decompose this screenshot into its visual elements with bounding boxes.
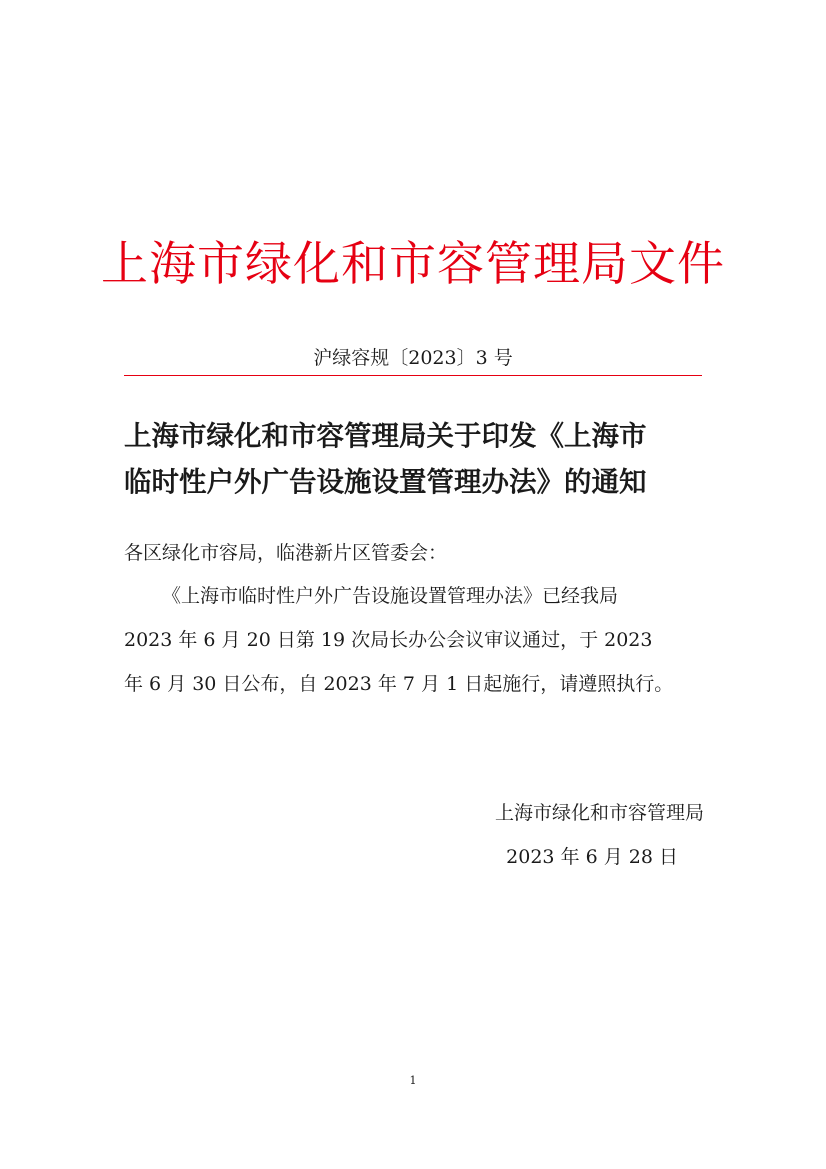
notice-title: [124, 413, 704, 505]
body-paragraph-line-1: 《上海市临时性户外广告设施设置管理办法》已经我局: [162, 585, 619, 607]
body-paragraph-line-2: 2023 年 6 月 20 日第 19 次局长办公会议审议通过，于 2023: [124, 629, 653, 651]
body-paragraph-line-3: 年 6 月 30 日公布，自 2023 年 7 月 1 日起施行，请遵照执行。: [124, 673, 674, 695]
issue-date: 2023 年 6 月 28 日: [506, 846, 678, 868]
salutation: 各区绿化市容局，临港新片区管委会：: [124, 542, 448, 564]
red-header-title: 上海市绿化和市容管理局文件: [101, 237, 725, 292]
red-separator-line: [124, 375, 702, 376]
issuer-signature: 上海市绿化和市容管理局: [494, 802, 704, 824]
notice-title-line-1: 上海市绿化和市容管理局关于印发《上海市: [124, 420, 647, 452]
page-number: 1: [409, 1074, 417, 1087]
document-number: 沪绿容规〔2023〕3 号: [313, 347, 513, 369]
notice-title-line-2: 临时性户外广告设施设置管理办法》的通知: [124, 466, 647, 498]
